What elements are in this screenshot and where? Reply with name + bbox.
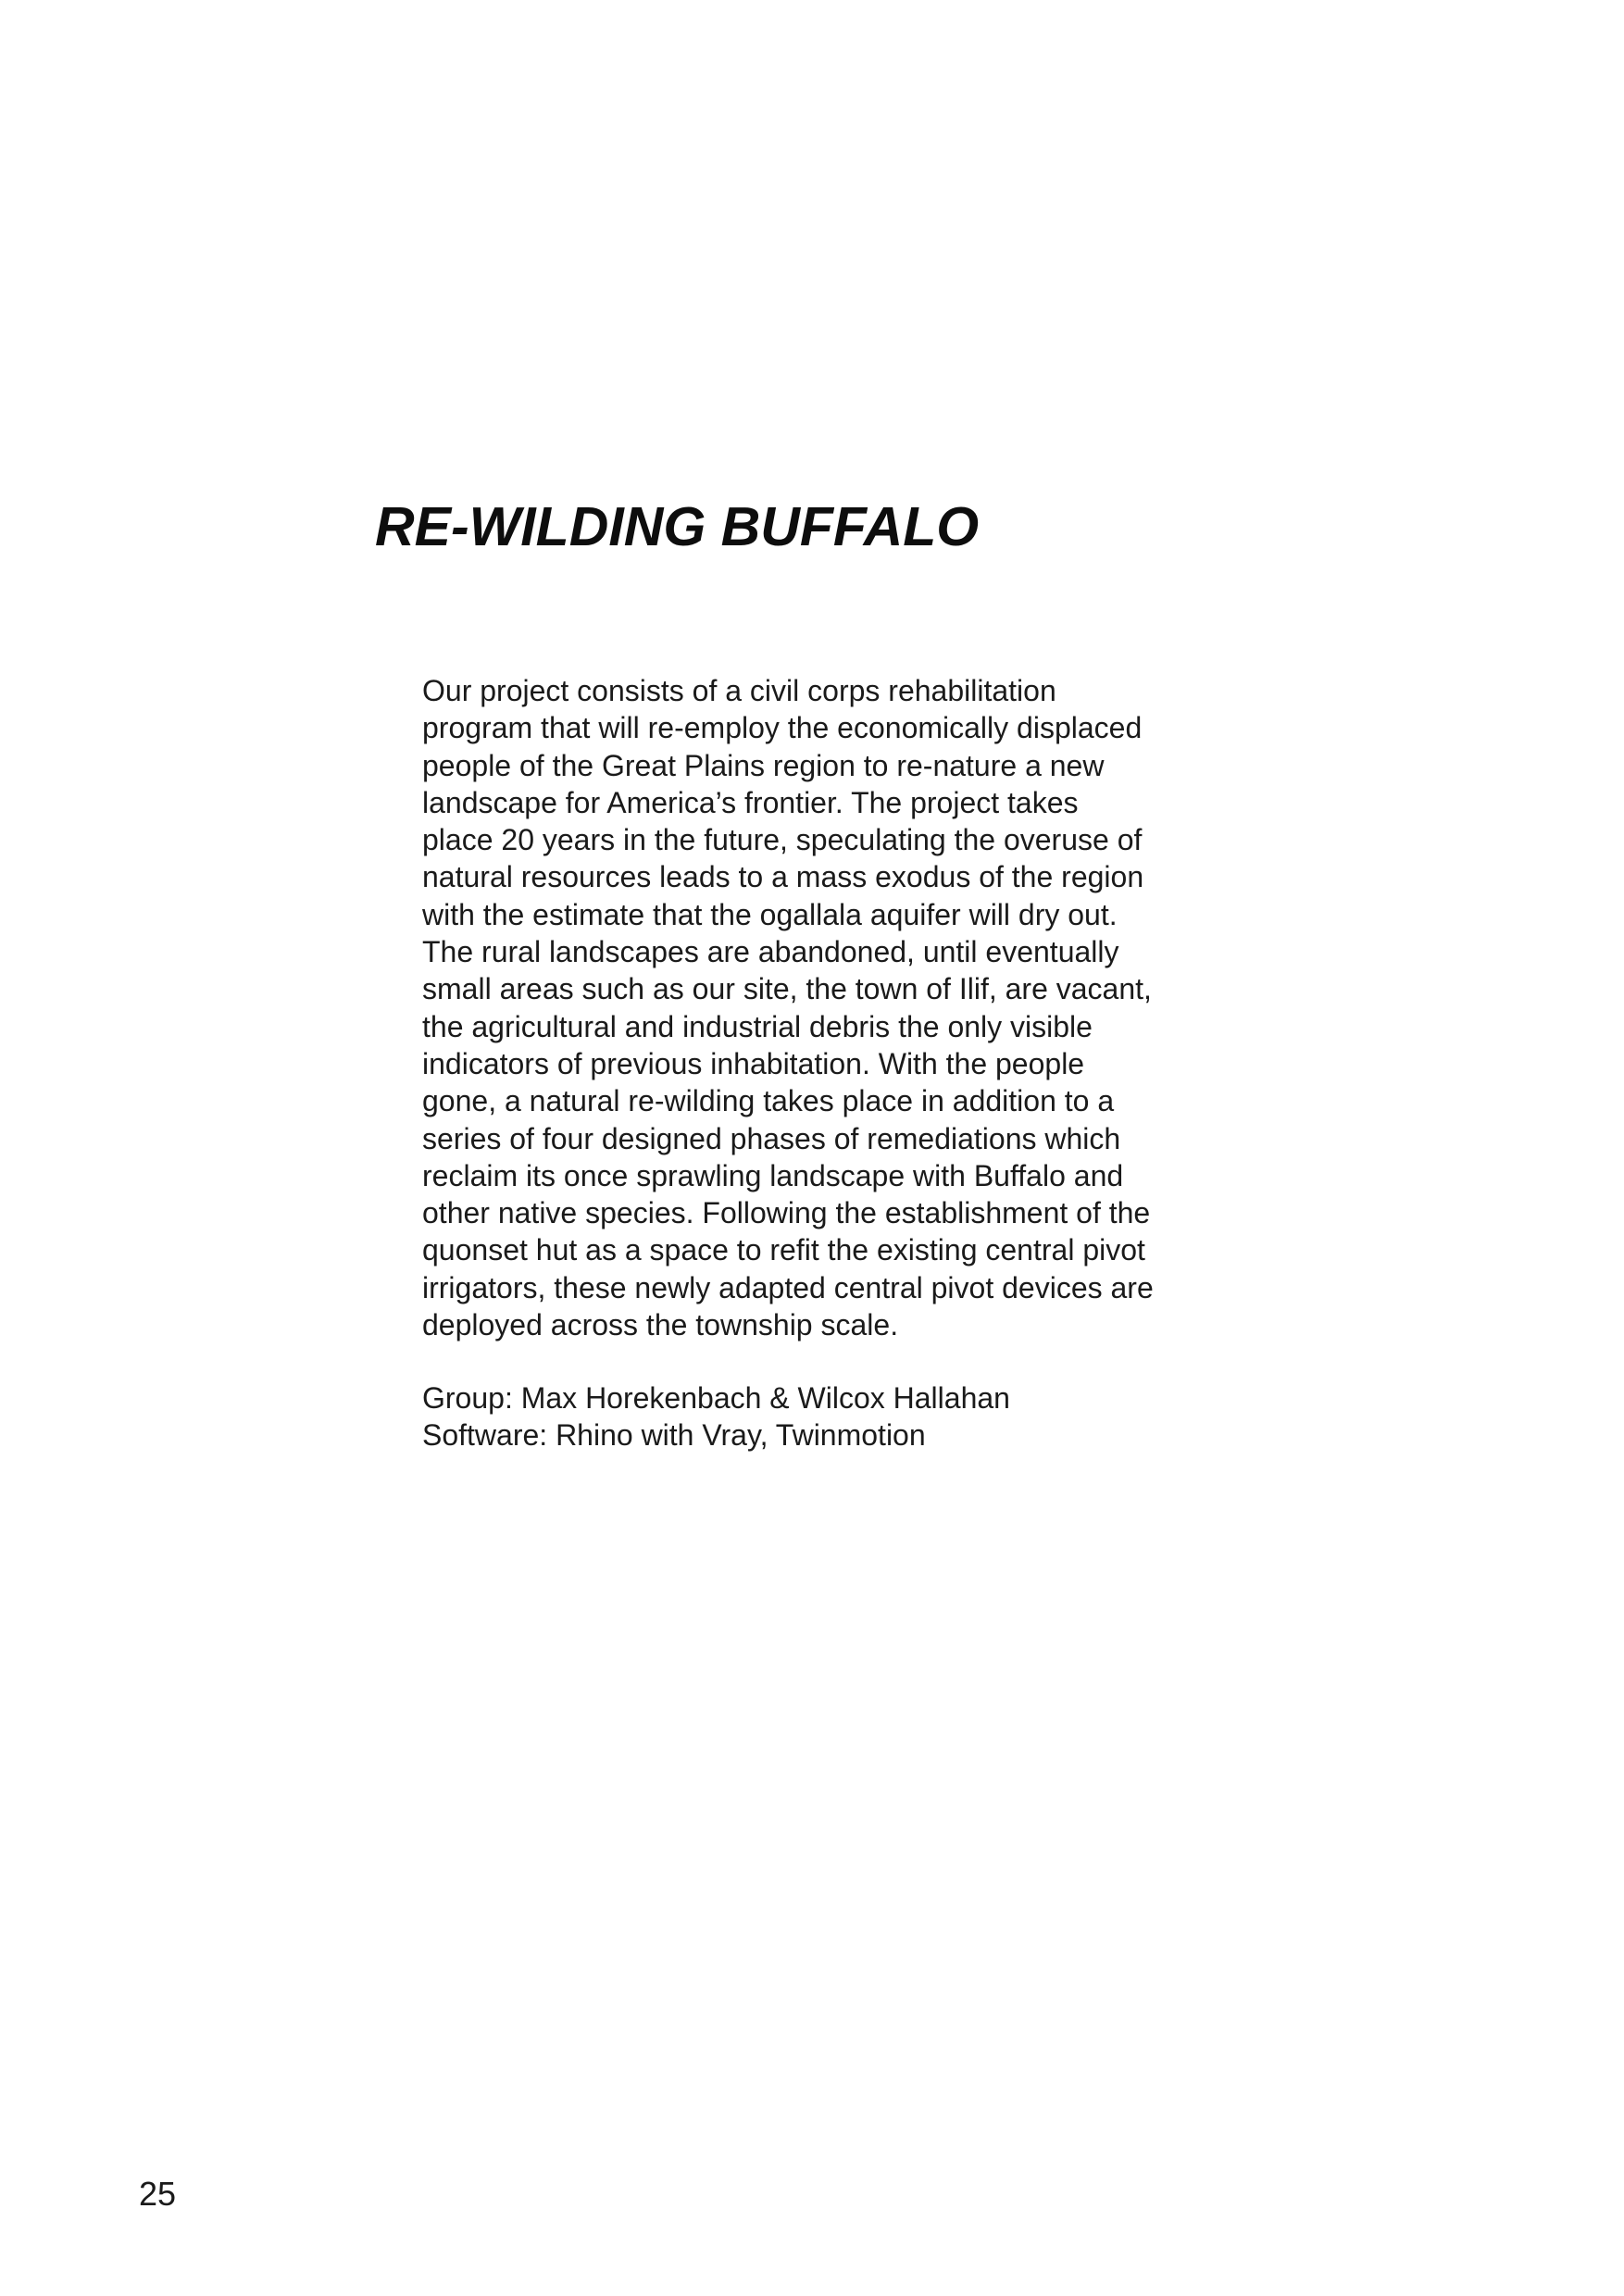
description-line: quonset hut as a space to refit the existing central pivot [422,1233,1145,1267]
page-number: 25 [139,2175,177,2213]
description-line: with the estimate that the ogallala aquifer will dry out. [422,897,1118,931]
description-line: small areas such as our site, the town of Ilif, are vacant, [422,972,1152,1006]
software-credit: Software: Rhino with Vray, Twinmotion [422,1418,926,1453]
project-credits [422,1379,1010,1454]
description-line: The rural landscapes are abandoned, until eventually [422,935,1119,969]
page-title: RE-WILDING BUFFALO [375,496,980,557]
project-description [422,672,1255,1343]
description-line: place 20 years in the future, speculating the overuse of [422,823,1143,857]
description-line: Our project consists of a civil corps rehabilitation [422,674,1056,707]
description-line: program that will re-employ the economically displaced [422,711,1143,745]
description-line: gone, a natural re-wilding takes place in addition to a [422,1084,1115,1118]
description-line: deployed across the township scale. [422,1308,899,1342]
description-line: landscape for America’s frontier. The project takes [422,785,1079,819]
description-line: indicators of previous inhabitation. With the people [422,1046,1085,1080]
description-line: people of the Great Plains region to re-nature a new [422,748,1105,782]
description-line: natural resources leads to a mass exodus of the region [422,860,1144,894]
description-line: the agricultural and industrial debris the only visible [422,1009,1093,1043]
description-line: irrigators, these newly adapted central pivot devices are [422,1270,1154,1304]
description-line: other native species. Following the establishment of the [422,1196,1151,1230]
description-line: series of four designed phases of remediations which [422,1121,1121,1155]
description-line: reclaim its once sprawling landscape with Buffalo and [422,1158,1124,1192]
group-credit: Group: Max Horekenbach & Wilcox Hallahan [422,1381,1010,1415]
